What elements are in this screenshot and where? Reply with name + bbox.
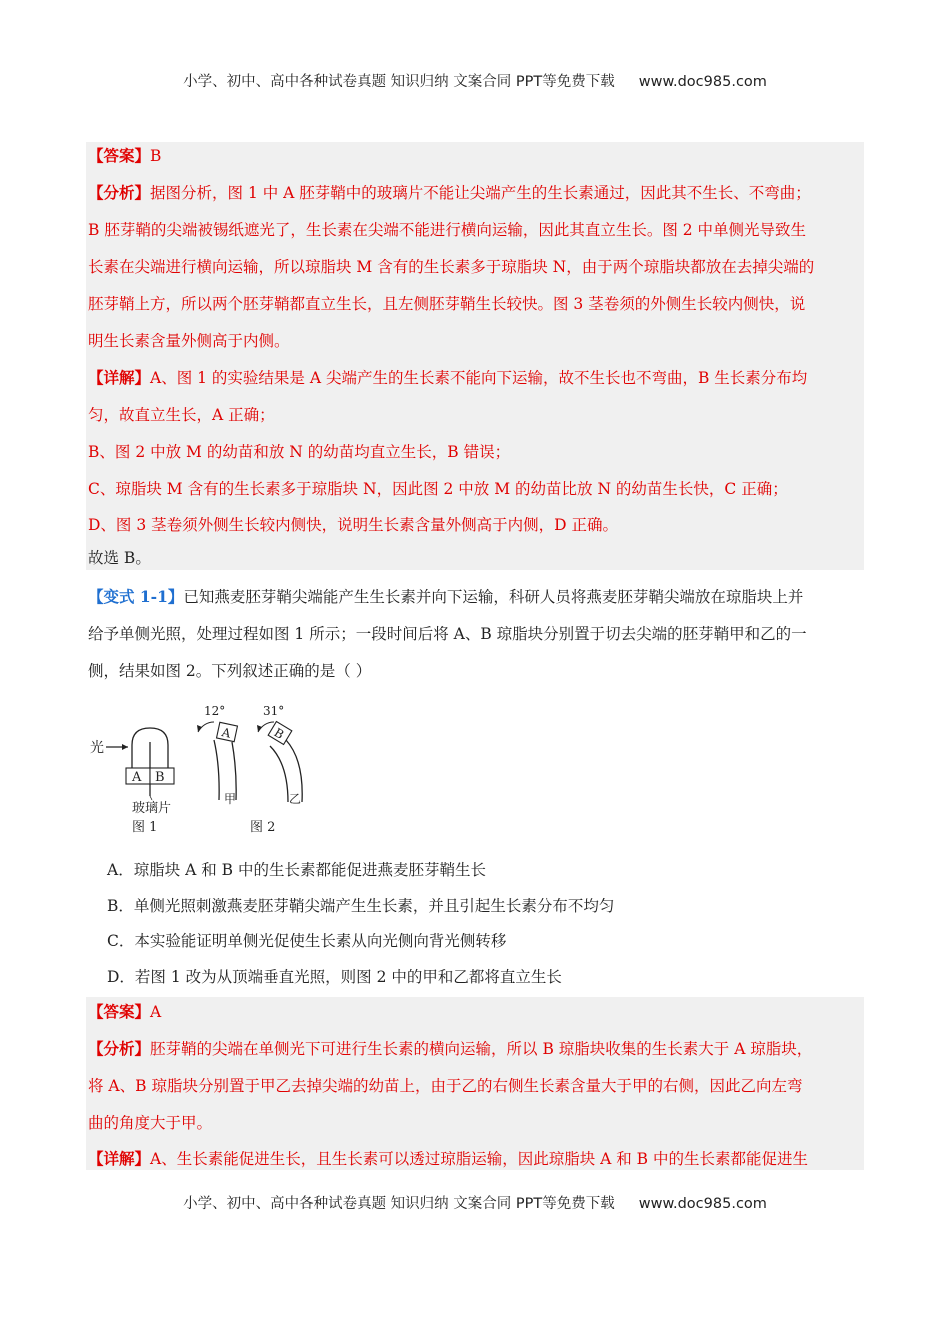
light-label: 光 [90,740,104,756]
stem-yi-label: 乙 [289,792,302,806]
glass-label: 玻璃片 [132,801,172,816]
stem-jia-label-text: 甲 [224,792,237,806]
question-line: 【变式 1-1】已知燕麦胚芽鞘尖端能产生生长素并向下运输，科研人员将燕麦胚芽鞘尖端放在琼脂块上并 [88,587,804,606]
detail-line: D、图 3 茎卷须外侧生长较内侧快，说明生长素含量外侧高于内侧，D 正确。 [88,516,618,534]
detail-line: 【详解】A、图 1 的实验结果是 A 尖端产生的生长素不能向下运输，故不生长也不弯曲，B 生长素分布均 [88,368,808,387]
analysis-line: 将 A、B 琼脂块分别置于甲乙去掉尖端的幼苗上，由于乙的右侧生长素含量大于甲的右侧，因此乙向左弯 [88,1077,803,1095]
analysis-line: B 胚芽鞘的尖端被锡纸遮光了，生长素在尖端不能进行横向运输，因此其直立生长。图 2 中单侧光导致生 [88,221,807,239]
footer-url[interactable]: www.doc985.com [638,1196,767,1212]
detail-line: 【详解】A、生长素能促进生长，且生长素可以透过琼脂运输，因此琼脂块 A 和 B 中的生长素都能促进生 [88,1149,809,1168]
angle-a-label: 12° [204,704,226,718]
angle-b-label: 31° [263,704,285,718]
header-text: 小学、初中、高中各种试卷真题 知识归纳 文案合同 PPT等免费下载 [183,74,615,90]
stem-yi-left [270,746,288,802]
answer-line: 【答案】A [88,1002,162,1021]
header-url[interactable]: www.doc985.com [638,74,767,90]
analysis-line: 胚芽鞘上方，所以两个胚芽鞘都直立生长，且左侧胚芽鞘生长较快。图 3 茎卷须的外侧生长较内侧快，说 [88,295,806,313]
detail-line: 匀，故直立生长，A 正确； [88,406,275,424]
block-b-label: B [155,770,165,785]
analysis-line: 【分析】胚芽鞘的尖端在单侧光下可进行生长素的横向运输，所以 B 琼脂块收集的生长素大于 A 琼脂块， [88,1039,813,1058]
question-tag: 【变式 1-1】 [88,587,184,606]
analysis-line: 曲的角度大于甲。 [88,1114,213,1132]
analysis-line: 【分析】据图分析，图 1 中 A 胚芽鞘中的玻璃片不能让尖端产生的生长素通过，因此其不生长、不弯曲； [88,183,811,202]
detail-line: C、琼脂块 M 含有的生长素多于琼脂块 N，因此图 2 中放 M 的幼苗比放 N 的幼苗生长快，C 正确； [88,480,788,498]
block-a-label: A [132,770,142,785]
fig2-caption: 图 2 [250,820,276,835]
question-line: 侧，结果如图 2。下列叙述正确的是（ ） [88,662,372,680]
svg-text:B: B [271,725,287,742]
conclusion-line: 故选 B。 [88,549,151,567]
page-header [0,70,950,91]
stem-jia-left [214,740,219,800]
fig1-caption: 图 1 [132,820,158,835]
question-line: 给予单侧光照，处理过程如图 1 所示；一段时间后将 A、B 琼脂块分别置于切去尖端的胚芽鞘甲和乙的一 [88,625,807,643]
analysis-line: 明生长素含量外侧高于内侧。 [88,332,290,350]
answer-line: 【答案】B [88,146,162,165]
option-a[interactable]: A．琼脂块 A 和 B 中的生长素都能促进燕麦胚芽鞘生长 [107,861,486,879]
page-footer [0,1192,950,1213]
answer-block-1 [86,142,864,570]
svg-text:A: A [220,725,232,741]
footer-text: 小学、初中、高中各种试卷真题 知识归纳 文案合同 PPT等免费下载 [183,1196,615,1212]
option-d[interactable]: D．若图 1 改为从顶端垂直光照，则图 2 中的甲和乙都将直立生长 [107,968,562,986]
option-b[interactable]: B．单侧光照刺激燕麦胚芽鞘尖端产生生长素，并且引起生长素分布不均匀 [107,897,615,915]
option-c[interactable]: C．本实验能证明单侧光促使生长素从向光侧向背光侧转移 [107,932,507,950]
detail-line: B、图 2 中放 M 的幼苗和放 N 的幼苗均直立生长，B 错误； [88,443,511,461]
arrow-head-icon [122,744,128,750]
analysis-line: 长素在尖端进行横向运输，所以琼脂块 M 含有的生长素多于琼脂块 N，由于两个琼脂块都放在去掉尖端的 [88,258,815,276]
experiment-figure [80,700,320,840]
